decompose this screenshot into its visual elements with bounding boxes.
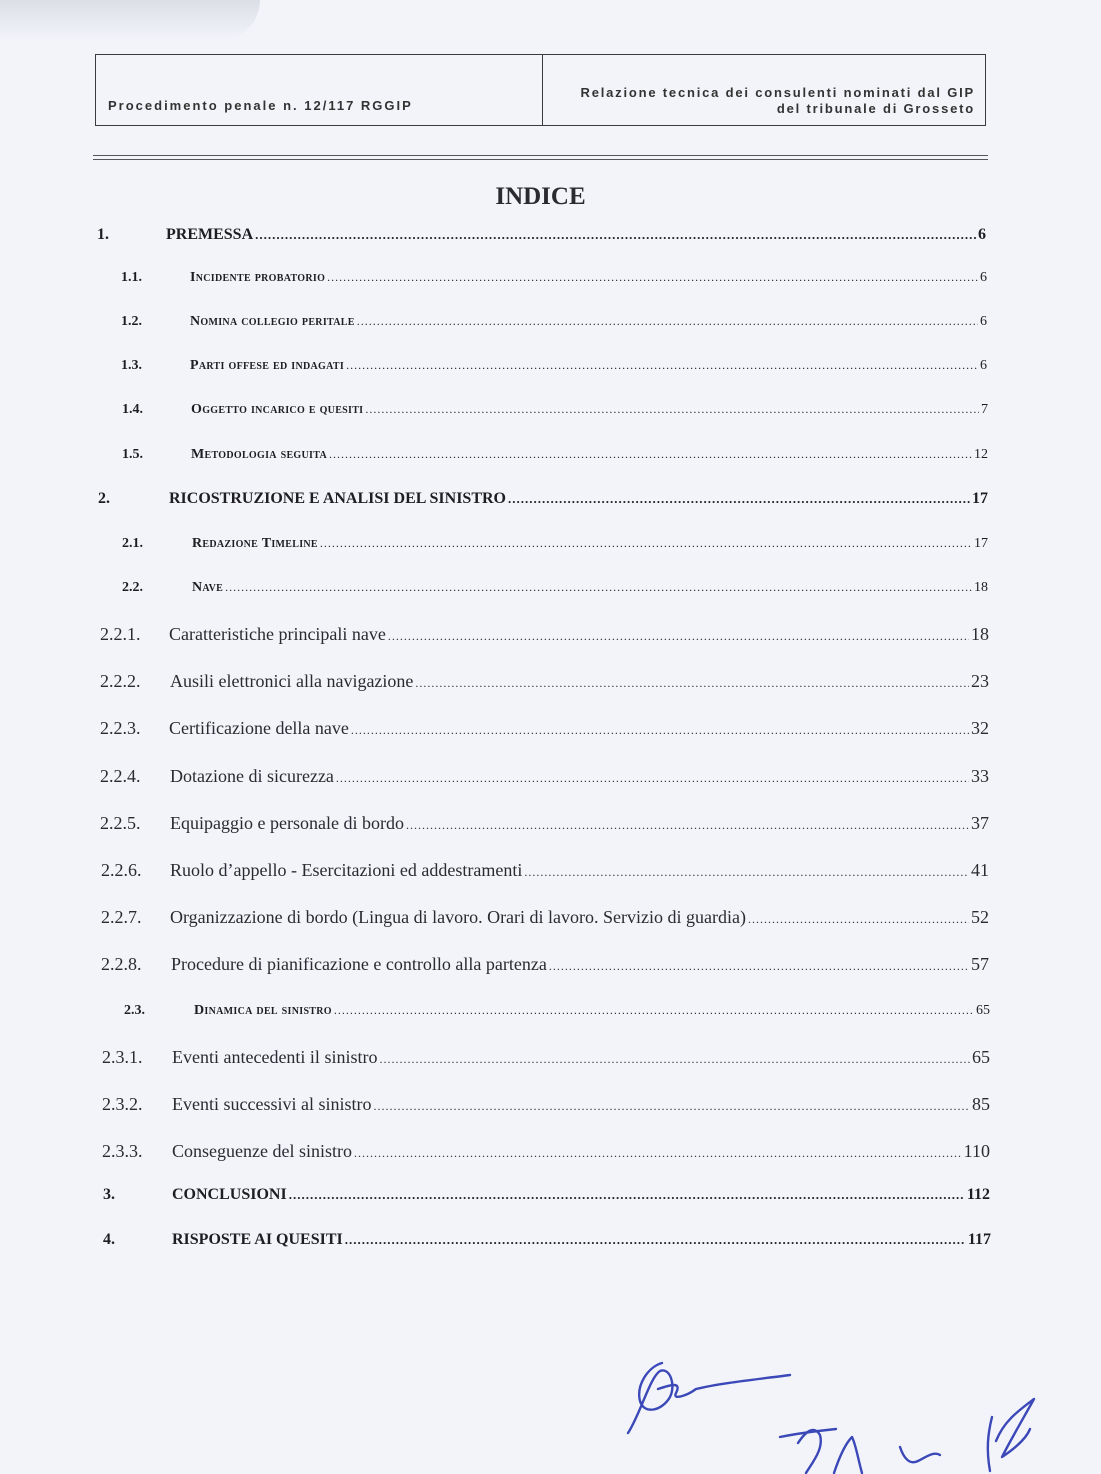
toc-leader-dots <box>289 1187 965 1203</box>
toc-entry[interactable] <box>101 907 989 931</box>
toc-leader-dots <box>255 227 976 243</box>
toc-entry[interactable] <box>100 813 989 837</box>
toc-entry-title: Certificazione della nave <box>169 718 349 738</box>
toc-entry-page: 57 <box>971 954 989 974</box>
toc-entry-title: Caratteristiche principali nave <box>169 624 386 644</box>
toc-entry-title: Organizzazione di bordo (Lingua di lavoro. Orari di lavoro. Servizio di guardia) <box>170 907 746 927</box>
toc-entry-title: Ruolo d’appello - Esercitazioni ed addestramenti <box>170 860 523 880</box>
toc-entry[interactable] <box>121 270 987 294</box>
toc-entry-title: Eventi antecedenti il sinistro <box>172 1047 378 1067</box>
toc-entry-number: 1. <box>97 226 109 243</box>
toc-entry-page: 52 <box>971 907 989 927</box>
toc-entry-title: Equipaggio e personale di bordo <box>170 813 404 833</box>
signature-1-stroke <box>628 1363 672 1433</box>
toc-entry-title: Ausili elettronici alla navigazione <box>170 671 414 691</box>
toc-leader-dots <box>388 629 969 644</box>
toc-entry-title: RICOSTRUZIONE E ANALISI DEL SINISTRO <box>169 490 506 507</box>
toc-entry-number: 2.3.1. <box>102 1047 143 1067</box>
signature-3-stroke <box>900 1447 940 1462</box>
signature-2-mark <box>834 1437 862 1473</box>
toc-entry-title: CONCLUSIONI <box>172 1186 287 1203</box>
toc-entry[interactable] <box>121 314 987 338</box>
toc-leader-dots <box>351 723 969 738</box>
toc-leader-dots <box>365 402 979 417</box>
toc-entry-page: 37 <box>971 813 989 833</box>
toc-entry-number: 2. <box>98 490 110 507</box>
toc-entry-title: Nave <box>192 580 224 595</box>
toc-leader-dots <box>406 818 969 833</box>
toc-entry-number: 2.2.3. <box>100 718 141 738</box>
signature-strokes <box>628 1363 1034 1473</box>
toc-entry-page: 41 <box>971 860 989 880</box>
header-right-cell <box>543 55 985 125</box>
toc-entry-page: 23 <box>971 671 989 691</box>
page-header <box>95 54 986 126</box>
toc-entry-number: 1.2. <box>121 314 142 329</box>
toc-entry[interactable] <box>100 766 989 790</box>
toc-entry-number: 2.2.4. <box>100 766 141 786</box>
toc-entry-number: 1.5. <box>122 447 143 462</box>
toc-entry-page: 117 <box>967 1231 991 1248</box>
toc-entry-number: 1.3. <box>121 358 142 373</box>
toc-entry-title: Dotazione di sicurezza <box>170 766 334 786</box>
toc-entry-title: Redazione Timeline <box>192 536 318 551</box>
toc-entry-number: 1.1. <box>121 270 142 285</box>
toc-entry-title: Nomina collegio peritale <box>190 314 355 329</box>
toc-entry-page: 110 <box>963 1141 990 1161</box>
toc-entry-number: 2.2.8. <box>101 954 142 974</box>
toc-entry[interactable] <box>97 226 986 250</box>
toc-entry-page: 7 <box>981 402 988 417</box>
toc-entry[interactable] <box>122 447 988 471</box>
toc-leader-dots <box>334 1003 974 1018</box>
toc-entry-page: 65 <box>972 1047 990 1067</box>
toc-leader-dots <box>549 959 969 974</box>
toc-entry[interactable] <box>101 954 989 978</box>
signature-1-tail <box>658 1375 790 1397</box>
scan-shadow <box>0 0 260 40</box>
toc-entry-number: 2.3.2. <box>102 1094 143 1114</box>
signature-4-loop <box>996 1399 1034 1457</box>
toc-entry-number: 2.2.6. <box>101 860 142 880</box>
toc-entry-page: 12 <box>974 447 988 462</box>
toc-entry-title: Eventi successivi al sinistro <box>172 1094 372 1114</box>
toc-entry-title: Metodologia seguita <box>191 447 327 462</box>
header-case-number: Procedimento penale n. 12/117 RGGIP <box>108 98 413 113</box>
toc-entry[interactable] <box>100 718 989 742</box>
toc-entry[interactable] <box>103 1186 990 1210</box>
toc-entry[interactable] <box>100 671 989 695</box>
header-court-name: del tribunale di Grosseto <box>776 101 975 116</box>
toc-leader-dots <box>415 676 969 691</box>
toc-entry-number: 1.4. <box>122 402 143 417</box>
toc-entry-number: 3. <box>103 1186 115 1203</box>
toc-entry-page: 18 <box>971 624 989 644</box>
toc-entry[interactable] <box>101 860 989 884</box>
toc-entry-number: 2.3. <box>124 1003 145 1018</box>
header-left-cell <box>96 55 543 125</box>
toc-entry[interactable] <box>122 536 988 560</box>
toc-entry-number: 2.2.5. <box>100 813 141 833</box>
toc-leader-dots <box>346 358 978 373</box>
signature-2-loop <box>798 1430 821 1473</box>
toc-leader-dots <box>327 270 978 285</box>
toc-entry-page: 6 <box>980 358 987 373</box>
toc-entry[interactable] <box>103 1231 991 1255</box>
toc-leader-dots <box>508 491 970 507</box>
toc-entry-page: 33 <box>971 766 989 786</box>
toc-entry-number: 2.3.3. <box>102 1141 143 1161</box>
toc-entry-page: 6 <box>978 226 986 243</box>
toc-entry-page: 85 <box>972 1094 990 1114</box>
signature-4-stroke <box>988 1417 992 1471</box>
toc-entry-page: 17 <box>974 536 988 551</box>
handwritten-signatures <box>600 1345 1080 1474</box>
toc-entry-page: 32 <box>971 718 989 738</box>
toc-leader-dots <box>373 1099 970 1114</box>
header-rule-top <box>93 155 988 156</box>
toc-entry[interactable] <box>102 1047 990 1071</box>
toc-leader-dots <box>225 580 972 595</box>
toc-entry-number: 2.2.1. <box>100 624 141 644</box>
toc-entry[interactable] <box>102 1141 990 1165</box>
toc-leader-dots <box>320 536 972 551</box>
toc-entry[interactable] <box>98 490 988 514</box>
toc-entry-page: 17 <box>972 490 988 507</box>
toc-leader-dots <box>345 1232 966 1248</box>
toc-entry-page: 112 <box>966 1186 990 1203</box>
toc-leader-dots <box>329 447 972 462</box>
toc-entry[interactable] <box>122 580 988 604</box>
toc-entry-title: Oggetto incarico e quesiti <box>191 402 364 417</box>
toc-entry[interactable] <box>100 624 989 648</box>
toc-leader-dots <box>336 771 969 786</box>
toc-entry-title: Conseguenze del sinistro <box>172 1141 352 1161</box>
toc-entry-title: RISPOSTE AI QUESITI <box>172 1231 343 1248</box>
toc-entry-number: 2.2.7. <box>101 907 142 927</box>
toc-entry-title: Parti offese ed indagati <box>190 358 345 373</box>
header-rule-bottom <box>93 159 988 160</box>
toc-entry-number: 4. <box>103 1231 115 1248</box>
toc-entry-page: 18 <box>974 580 988 595</box>
toc-entry-page: 65 <box>976 1003 990 1018</box>
toc-entry-title: Procedure di pianificazione e controllo alla partenza <box>171 954 547 974</box>
toc-entry-page: 6 <box>980 314 987 329</box>
toc-leader-dots <box>524 865 969 880</box>
toc-entry-number: 2.2. <box>122 580 143 595</box>
toc-leader-dots <box>354 1146 962 1161</box>
toc-leader-dots <box>379 1052 970 1067</box>
toc-leader-dots <box>748 912 969 927</box>
toc-entry-title: PREMESSA <box>166 226 254 243</box>
toc-entry[interactable] <box>122 402 988 426</box>
header-report-title: Relazione tecnica dei consulenti nominati dal GIP <box>580 85 975 100</box>
toc-entry[interactable] <box>121 358 987 382</box>
page-title: INDICE <box>495 183 586 210</box>
toc-entry-title: Dinamica del sinistro <box>194 1003 332 1018</box>
toc-entry-number: 2.2.2. <box>100 671 141 691</box>
toc-entry-number: 2.1. <box>122 536 143 551</box>
toc-entry-page: 6 <box>980 270 987 285</box>
toc-leader-dots <box>357 314 978 329</box>
toc-entry-title: Incidente probatorio <box>190 270 326 285</box>
toc-entry[interactable] <box>102 1094 990 1118</box>
toc-entry[interactable] <box>124 1003 990 1027</box>
